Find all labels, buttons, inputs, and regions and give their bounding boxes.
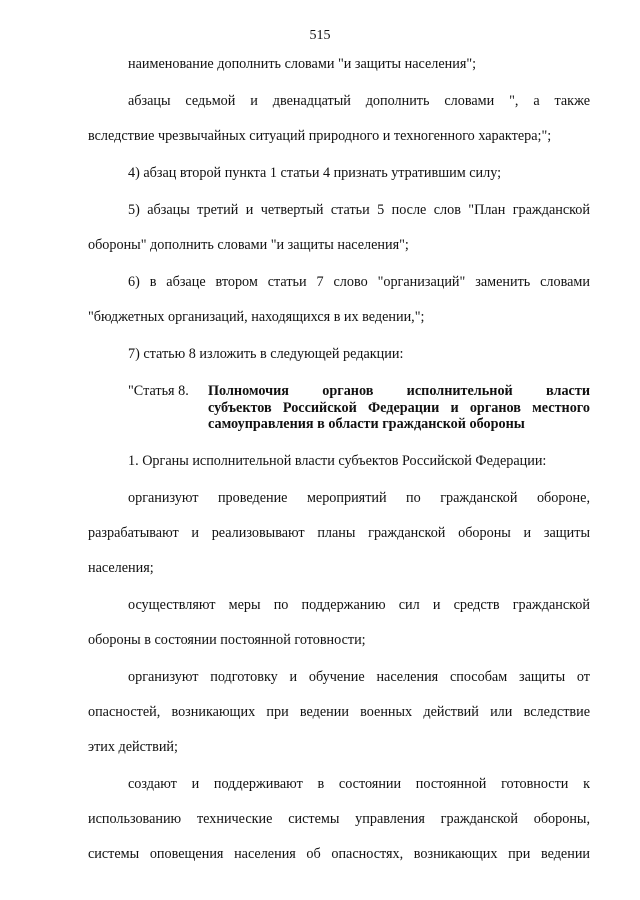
paragraph-line: осуществляют меры по поддержанию сил и средств гражданской — [128, 596, 590, 613]
paragraph-line: 6) в абзаце втором статьи 7 слово "организаций" заменить словами — [128, 274, 590, 290]
paragraph-line: обороны" дополнить словами "и защиты населения"; — [88, 237, 409, 253]
paragraph-line: вследствие чрезвычайных ситуаций природного и техногенного характера;"; — [88, 128, 552, 144]
page-number: 515 — [309, 28, 331, 43]
article-label: "Статья 8. — [128, 383, 189, 399]
paragraph-line: абзацы седьмой и двенадцатый дополнить словами ", а также — [128, 93, 590, 109]
paragraph-line: этих действий; — [88, 738, 178, 755]
article-title-line: субъектов Российской Федерации и органов местного — [208, 399, 590, 416]
paragraph-line: обороны в состоянии постоянной готовности; — [88, 631, 366, 648]
paragraph-line: создают и поддерживают в состоянии постоянной готовности к — [128, 775, 590, 792]
paragraph-line: использованию технические системы управления гражданской обороны, — [88, 810, 590, 827]
paragraph-line: 7) статью 8 изложить в следующей редакции: — [128, 346, 404, 362]
paragraph-line: организуют подготовку и обучение населения способам защиты от — [128, 668, 590, 685]
article-title-line: Полномочия органов исполнительной власти — [208, 383, 590, 399]
paragraph-line: населения; — [88, 559, 154, 576]
paragraph-line: 4) абзац второй пункта 1 статьи 4 признать утратившим силу; — [128, 165, 502, 181]
paragraph-line: "бюджетных организаций, находящихся в их ведении,"; — [88, 309, 425, 325]
paragraph-line: организуют проведение мероприятий по гражданской обороне, — [128, 489, 590, 506]
paragraph-line: наименование дополнить словами "и защиты населения"; — [128, 56, 477, 72]
paragraph-line: 5) абзацы третий и четвертый статьи 5 после слов "План гражданской — [128, 202, 590, 218]
article-heading — [88, 383, 590, 433]
paragraph-line: опасностей, возникающих при ведении военных действий или вследствие — [88, 703, 590, 720]
document-body — [88, 56, 590, 863]
paragraph-line: разрабатывают и реализовывают планы гражданской обороны и защиты — [88, 524, 590, 541]
paragraph-line: 1. Органы исполнительной власти субъектов Российской Федерации: — [128, 452, 547, 469]
article-title-line: самоуправления в области гражданской обороны — [208, 416, 525, 432]
paragraph-line: системы оповещения населения об опасностях, возникающих при ведении — [88, 845, 590, 862]
article-title — [208, 383, 590, 433]
